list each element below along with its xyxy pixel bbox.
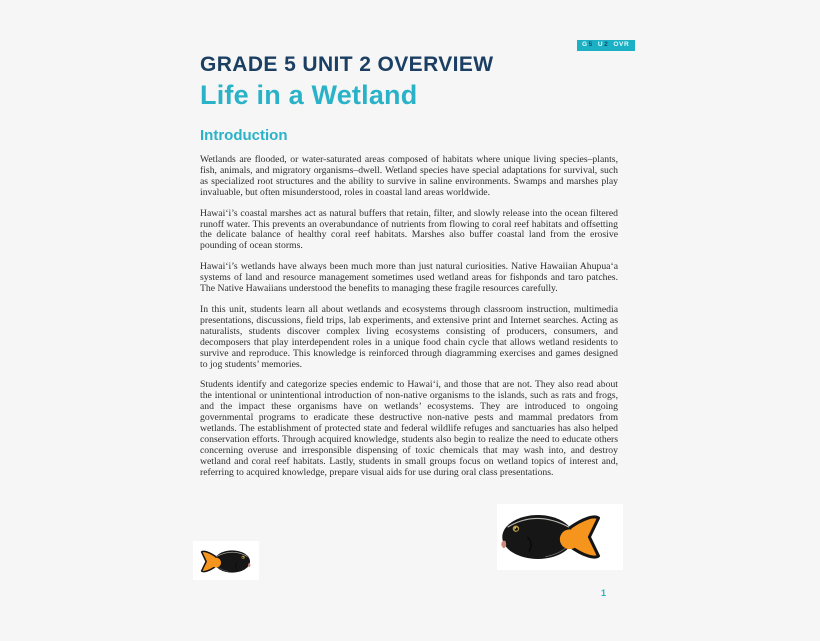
page-number: 1 [601, 588, 607, 598]
black-tang-fish-icon [500, 508, 600, 566]
badge-unit-number: 2 [604, 41, 609, 49]
badge-ovr-label: OVR [613, 41, 630, 49]
intro-paragraph-3: Hawai‘i’s wetlands have always been much more than just natural curiosities. Native Hawaiian Ahupua‘a systems of land and resource management sometimes used wetland areas for fishponds and taro patches. The Native Hawaiians understood the benefits to managing these fragile resources carefully. [200, 261, 618, 295]
introduction-body [200, 155, 618, 479]
page-title: Life in a Wetland [200, 80, 418, 110]
unit-code-badge [577, 40, 635, 51]
intro-paragraph-2: Hawai‘i’s coastal marshes act as natural buffers that retain, filter, and slowly release into the ocean filtered runoff water. This prevents an overabundance of nutrients from flowing to coral reef habitats and offsetting the delicate balance of healthy coral reef habitats. Marshes also buffer coastal land from the erosive pounding of ocean storms. [200, 207, 618, 252]
introduction-heading: Introduction [200, 127, 288, 144]
unit-overview-heading: GRADE 5 UNIT 2 OVERVIEW [200, 53, 494, 76]
intro-paragraph-5: Students identify and categorize species endemic to Hawai‘i, and those that are not. They also read about the intentional or unintentional introduction of non-native organisms to the islands, such as rats and frogs, and the impact these organisms have on wetlands’ ecosystems. They are introduced to ongoing governmental programs to eradicate these destructive non-native pests and mammal predators from wetlands. The establishment of protected state and federal wildlife refuges and sanctuaries has also helped conservation efforts. Through acquired knowledge, students also begin to realize the need to educate others concerning overuse and irresponsible dispensing of toxic chemicals that may wash into, and destroy wetland and coral reef habitats. Lastly, students in small groups focus on wetland topics of interest and, referring to acquired knowledge, prepare visual aids for use during oral class presentations. [200, 379, 618, 478]
large-fish-illustration [497, 504, 623, 570]
black-tang-fish-icon [197, 547, 255, 576]
intro-paragraph-1: Wetlands are flooded, or water-saturated areas composed of habitats where unique living species–plants, fish, animals, and migratory organisms–dwell. Wetland species have special adaptations for survival, such as specialized root structures and the ability to survive in saline environments. Swamps and marshes play invaluable, but often misunderstood, roles in coastal land areas worldwide. [200, 154, 618, 198]
badge-grade-number: 5 [588, 41, 593, 49]
document-content [200, 55, 618, 489]
intro-paragraph-4: In this unit, students learn all about wetlands and ecosystems through classroom instruction, multimedia presentations, discussions, field trips, lab experiments, and extensive print and Internet searches. Acting as naturalists, students discover complex living ecosystems consisting of producers, consumers, and decomposers that play interdependent roles in a unique food chain cycle that allows wetland residents to survive and reproduce. This knowledge is reinforced through diagramming exercises and games designed to jog students’ memories. [200, 303, 618, 370]
badge-unit-letter: U [597, 41, 604, 49]
small-fish-illustration [193, 541, 259, 580]
badge-grade-letter: G [582, 41, 588, 49]
